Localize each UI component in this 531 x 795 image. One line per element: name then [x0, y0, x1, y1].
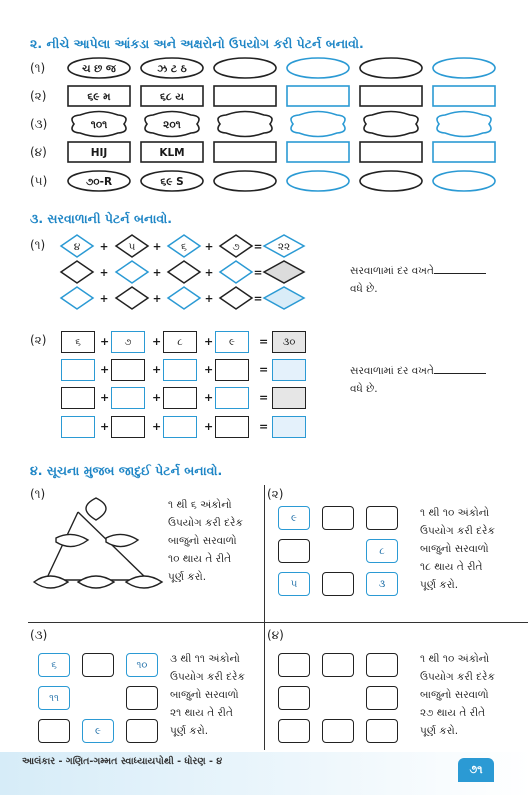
- magic-cell[interactable]: [366, 653, 398, 677]
- magic-cell[interactable]: [366, 686, 398, 710]
- q2-shape-text: HIJ: [90, 147, 108, 159]
- q4-p1-label: (૧): [30, 487, 46, 501]
- plus-sign: +: [100, 420, 110, 433]
- instruction-line: પૂર્ણ કરો.: [420, 725, 459, 737]
- q4-p4-instructions: [420, 650, 495, 740]
- plus-sign: +: [100, 335, 110, 348]
- magic-cell[interactable]: [366, 506, 398, 530]
- plus-sign: +: [152, 363, 162, 376]
- diamond-cell[interactable]: [264, 287, 304, 309]
- q2-row-label: (૩): [30, 117, 48, 131]
- instruction-line: ઉપયોગ કરી દરેક: [170, 671, 245, 683]
- q2-shape-text: ઝ ટ ઠ: [157, 63, 187, 75]
- horizontal-divider: [28, 622, 528, 623]
- plus-sign: +: [204, 335, 214, 348]
- diamond-cell[interactable]: [264, 261, 304, 283]
- square-cell[interactable]: [61, 416, 95, 438]
- answer-blank[interactable]: [434, 263, 486, 274]
- magic-cell[interactable]: [278, 719, 310, 743]
- diamond-cell[interactable]: [61, 287, 93, 309]
- magic-cell[interactable]: [322, 719, 354, 743]
- answer-blank[interactable]: [434, 363, 486, 374]
- square-cell[interactable]: [163, 416, 197, 438]
- equals-sign: =: [253, 241, 263, 253]
- q4-p2-label: (૨): [267, 487, 284, 501]
- magic-cell[interactable]: [38, 719, 70, 743]
- diamond-cell[interactable]: [61, 261, 93, 283]
- instruction-line: ૩ થી ૧૧ અંકોનો: [170, 653, 240, 665]
- magic-cell[interactable]: [278, 686, 310, 710]
- page-number: ૭૧: [458, 758, 494, 782]
- q3-part1-text-line1: સરવાળામાં દર વખતે: [350, 265, 434, 277]
- instruction-line: પૂર્ણ કરો.: [420, 579, 459, 591]
- instruction-line: બાજુનો સરવાળો: [420, 689, 489, 701]
- q4-p2-instructions: [420, 504, 495, 594]
- q4-p3-label: (૩): [30, 628, 48, 642]
- magic-cell: ૫: [278, 572, 310, 596]
- q2-row-label: (૨): [30, 89, 47, 103]
- instruction-line: ઉપયોગ કરી દરેક: [420, 671, 495, 683]
- q2-row-label: (૧): [30, 61, 46, 75]
- q2-shape-text: ૧૦૧: [90, 119, 108, 131]
- q2-row-label: (૫): [30, 174, 48, 188]
- q2-shape-text: KLM: [159, 147, 185, 159]
- diamond-value: ૬: [181, 241, 187, 253]
- diamond-cell[interactable]: [220, 261, 252, 283]
- plus-sign: +: [204, 267, 214, 279]
- q2-shape-text: ૭૦-R: [85, 176, 113, 188]
- equals-sign: =: [253, 293, 263, 305]
- magic-cell: ૯: [82, 719, 114, 743]
- plus-sign: +: [152, 391, 162, 404]
- plus-sign: +: [204, 420, 214, 433]
- plus-sign: +: [99, 267, 109, 279]
- equals-sign: =: [259, 420, 269, 433]
- q3-part2-text: [350, 362, 486, 398]
- plus-sign: +: [152, 293, 162, 305]
- instruction-line: ૧ થી ૧૦ અંકોનો: [420, 653, 490, 665]
- instruction-line: પૂર્ણ કરો.: [170, 725, 209, 737]
- equals-sign: =: [259, 391, 269, 404]
- square-cell[interactable]: [272, 359, 306, 381]
- square-cell: ૭: [111, 331, 145, 353]
- diamond-cell[interactable]: [116, 287, 148, 309]
- instruction-line: બાજુનો સરવાળો: [168, 535, 237, 547]
- instruction-line: ૧ થી ૬ અંકોનો: [168, 499, 232, 511]
- plus-sign: +: [204, 391, 214, 404]
- diamond-cell[interactable]: [168, 287, 200, 309]
- q4-p3-instructions: [170, 650, 245, 740]
- q3-part1-text: [350, 262, 486, 298]
- magic-cell[interactable]: [278, 653, 310, 677]
- q3-title: ૩. સરવાળાની પેટર્ન બનાવો.: [30, 211, 173, 226]
- diamond-cell[interactable]: [168, 261, 200, 283]
- square-cell[interactable]: [215, 387, 249, 409]
- magic-cell: ૯: [278, 506, 310, 530]
- diamond-cell[interactable]: [116, 261, 148, 283]
- magic-cell[interactable]: [278, 539, 310, 563]
- plus-sign: +: [99, 293, 109, 305]
- plus-sign: +: [152, 335, 162, 348]
- q4-p1-instructions: [168, 496, 243, 586]
- square-cell[interactable]: [111, 416, 145, 438]
- square-cell[interactable]: [272, 387, 306, 409]
- square-cell: ૮: [163, 331, 197, 353]
- magic-cell[interactable]: [322, 653, 354, 677]
- diamond-value: ૭: [232, 241, 240, 253]
- magic-cell[interactable]: [126, 719, 158, 743]
- square-cell[interactable]: [111, 359, 145, 381]
- instruction-line: ૨૧ થાય તે રીતે: [170, 707, 233, 719]
- q3-part1-text-line2: વધે છે.: [350, 283, 378, 295]
- plus-sign: +: [152, 420, 162, 433]
- magic-cell: ૬: [38, 653, 70, 677]
- square-cell[interactable]: [272, 416, 306, 438]
- q2-shape-text: ૬૯ મ: [87, 91, 111, 103]
- square-cell: ૩૦: [272, 331, 306, 353]
- instruction-line: ૧૮ થાય તે રીતે: [420, 561, 483, 573]
- q4-title: ૪. સૂચના મુજબ જાદુઈ પેટર્ન બનાવો.: [30, 463, 223, 478]
- q2-shape-text: ૬૮ ય: [160, 91, 184, 103]
- q3-part2-text-line1: સરવાળામાં દર વખતે: [350, 365, 434, 377]
- magic-cell[interactable]: [322, 572, 354, 596]
- q2-shape-text: ચ છ જ: [82, 63, 116, 75]
- q2-shape-text: ૨૦૧: [163, 119, 181, 131]
- plus-sign: +: [204, 241, 214, 253]
- instruction-line: ૧ થી ૧૦ અંકોનો: [420, 507, 490, 519]
- square-cell[interactable]: [61, 359, 95, 381]
- plus-sign: +: [100, 391, 110, 404]
- plus-sign: +: [152, 267, 162, 279]
- magic-cell: ૮: [366, 539, 398, 563]
- instruction-line: પૂર્ણ કરો.: [168, 571, 207, 583]
- q3-part2-text-line2: વધે છે.: [350, 383, 378, 395]
- instruction-line: બાજુનો સરવાળો: [170, 689, 239, 701]
- diamond-value: ૪: [73, 241, 81, 253]
- magic-cell[interactable]: [366, 719, 398, 743]
- magic-cell: ૧૦: [126, 653, 158, 677]
- vertical-divider: [264, 485, 265, 750]
- magic-cell[interactable]: [82, 653, 114, 677]
- q3-part1-label: (૧): [30, 238, 46, 252]
- instruction-line: ઉપયોગ કરી દરેક: [168, 517, 243, 529]
- magic-cell: ૧૧: [38, 686, 70, 710]
- triangle-leaf-pattern: [28, 490, 178, 610]
- instruction-line: ૨૭ થાય તે રીતે: [420, 707, 486, 719]
- plus-sign: +: [152, 241, 162, 253]
- plus-sign: +: [99, 241, 109, 253]
- magic-cell[interactable]: [126, 686, 158, 710]
- q2-row-label: (૪): [30, 145, 47, 159]
- q4-p4-label: (૪): [267, 628, 284, 642]
- magic-cell[interactable]: [322, 506, 354, 530]
- square-cell[interactable]: [163, 387, 197, 409]
- square-cell: ૬: [61, 331, 95, 353]
- square-cell: ૯: [215, 331, 249, 353]
- equals-sign: =: [259, 363, 269, 376]
- plus-sign: +: [100, 363, 110, 376]
- q3-part2-label: (૨): [30, 333, 47, 347]
- square-cell[interactable]: [163, 359, 197, 381]
- plus-sign: +: [204, 293, 214, 305]
- equals-sign: =: [259, 335, 269, 348]
- q2-title: ૨. નીચે આપેલા આંકડા અને અક્ષરોનો ઉપયોગ કરી પેટર્ન બનાવો.: [30, 36, 364, 51]
- diamond-cell[interactable]: [220, 287, 252, 309]
- square-cell[interactable]: [215, 359, 249, 381]
- equals-sign: =: [253, 267, 263, 279]
- square-cell[interactable]: [215, 416, 249, 438]
- q2-shape-text: ૬૯ S: [160, 176, 184, 188]
- diamond-value: ૫: [128, 241, 136, 253]
- instruction-line: ૧૦ થાય તે રીતે: [168, 553, 232, 565]
- diamond-value: ૨૨: [277, 241, 291, 253]
- footer-text: આલંકાર - ગણિત-ગમ્મત સ્વાધ્યાયપોથી - ધોરણ - ૪: [22, 756, 223, 767]
- square-cell[interactable]: [61, 387, 95, 409]
- plus-sign: +: [204, 363, 214, 376]
- square-cell[interactable]: [111, 387, 145, 409]
- instruction-line: બાજુનો સરવાળો: [420, 543, 489, 555]
- instruction-line: ઉપયોગ કરી દરેક: [420, 525, 495, 537]
- magic-cell: ૩: [366, 572, 398, 596]
